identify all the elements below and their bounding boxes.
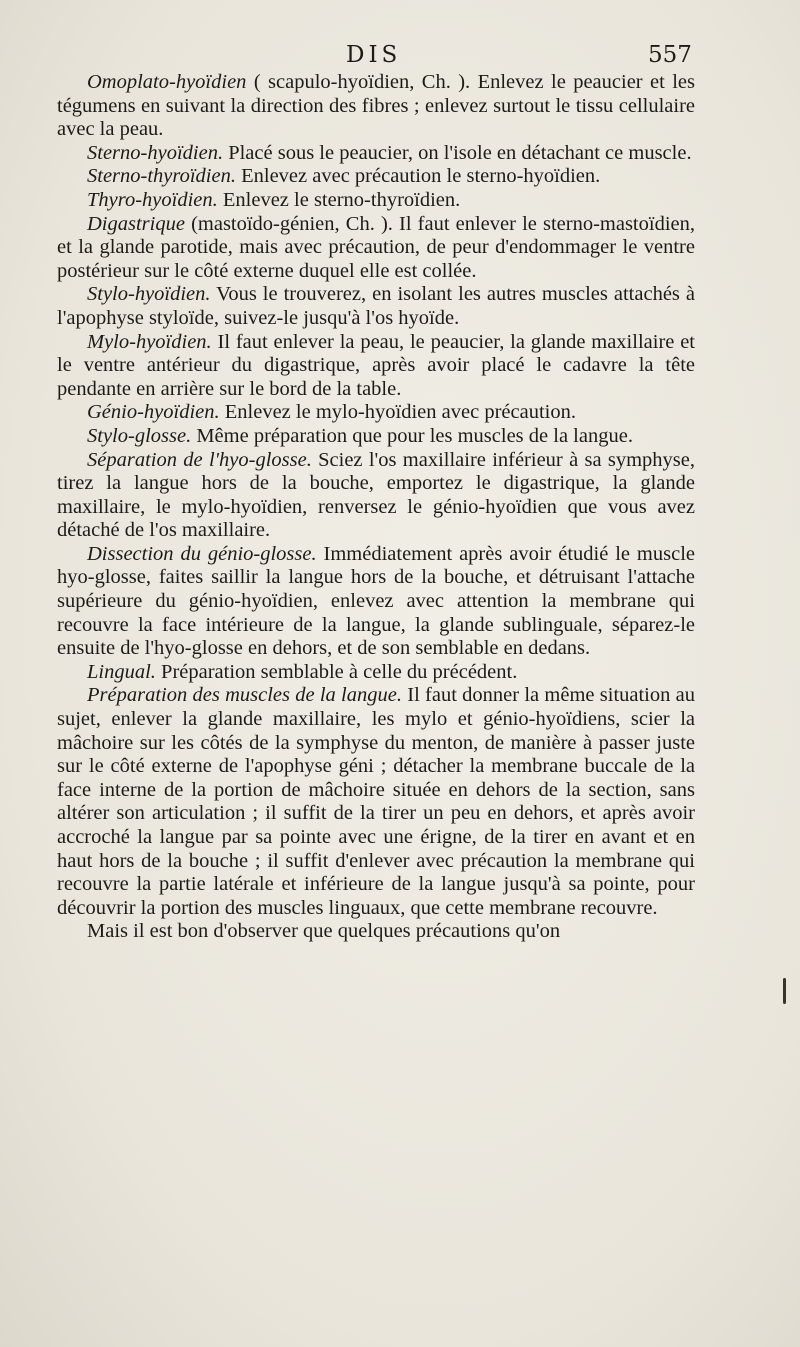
paragraph-text: Sciez l'os maxillaire inférieur à sa symphyse, tirez la langue hors de la bouche, emportez le digastrique, la glande maxillaire, le mylo-hyoïdien, renversez le génio-hyoïdien que vous avez détaché de l'os maxillaire. <box>57 448 695 542</box>
paragraph <box>57 920 695 944</box>
muscle-term: Omoplato-hyoïdien <box>87 71 247 93</box>
paragraph-text: Préparation semblable à celle du précédent. <box>155 660 518 683</box>
paragraph-text: ( scapulo-hyoïdien, Ch. ). Enlevez le peaucier et les tégumens en suivant la direction des fibres ; enlevez surtout le tissu cellulaire avec la peau. <box>57 71 695 141</box>
paragraph-text: Vous le trouverez, en isolant les autres muscles attachés à l'apophyse styloïde, suivez-le jusqu'à l'os hyoïde. <box>57 283 695 329</box>
muscle-term: Sterno-hyoïdien. <box>87 141 224 164</box>
paragraph <box>57 213 695 284</box>
paragraph-text: Il faut donner la même situation au sujet, enlever la glande maxillaire, les mylo et génio-hyoïdiens, scier la mâchoire sur les côtés de la symphyse du menton, de manière à passer juste sur le côté externe de l'apophyse géni ; détacher la membrane buccale de la face interne de la portion de mâchoire située en dehors de la section, sans altérer son articulation ; il suffit de la tirer un peu en dehors, et après avoir accroché la langue par sa pointe avec une érigne, de la tirer en avant et en haut hors de la bouche ; il suffit d'enlever avec précaution la membrane qui recouvre la partie latérale et inférieure de la langue jusqu'à sa pointe, pour découvrir la portion des muscles linguaux, que cette membrane recouvre. <box>57 684 695 919</box>
paragraph <box>57 684 695 920</box>
paragraph <box>57 661 695 685</box>
paragraph-text: Enlevez le sterno-thyroïdien. <box>217 188 461 211</box>
muscle-term: Thyro-hyoïdien. <box>87 188 218 211</box>
paragraph <box>57 401 695 425</box>
muscle-term: Génio-hyoïdien. <box>87 401 220 424</box>
paragraph-text: Immédiatement après avoir étudié le muscle hyo-glosse, faites saillir la langue hors de la bouche, et détruisant l'attache supérieure du génio-hyoïdien, enlevez avec attention la membrane qui recouvre la face intérieure de la langue, la glande sublinguale, séparez-le ensuite de l'hyo-glosse en dehors, et de son semblable en dedans. <box>57 542 696 660</box>
running-head: DIS <box>346 42 402 68</box>
muscle-term: Mylo-hyoïdien. <box>87 330 212 353</box>
paragraph <box>57 165 695 189</box>
paragraph-text: Il faut enlever la peau, le peaucier, la glande maxillaire et le ventre antérieur du digastrique, après avoir placé le cadavre la tête pendante en arrière sur le bord de la table. <box>57 330 695 400</box>
paragraph <box>57 425 695 449</box>
paragraph <box>57 331 695 402</box>
muscle-term: Séparation de l'hyo-glosse. <box>87 448 312 471</box>
paragraph-text: (mastoïdo-génien, Ch. ). Il faut enlever le sterno-mastoïdien, et la glande parotide, mais avec précaution, de peur d'endommager le ventre postérieur sur le côté externe duquel elle est collée. <box>57 212 695 282</box>
muscle-term: Préparation des muscles de la langue. <box>87 684 402 707</box>
paragraph <box>57 449 695 543</box>
muscle-term: Digastrique <box>87 212 185 235</box>
paragraph <box>57 142 695 166</box>
page-header <box>0 40 800 70</box>
muscle-term: Lingual. <box>87 660 156 683</box>
paragraph <box>57 189 695 213</box>
paragraph-text: Même préparation que pour les muscles de la langue. <box>191 424 633 447</box>
paragraph <box>57 71 695 142</box>
paragraph-text: Enlevez avec précaution le sterno-hyoïdien. <box>235 165 601 188</box>
paragraph <box>57 543 695 661</box>
muscle-term: Stylo-glosse. <box>87 424 192 447</box>
muscle-term: Stylo-hyoïdien. <box>87 283 211 306</box>
paragraph <box>57 283 695 330</box>
paragraph-text: Mais il est bon d'observer que quelques précautions qu'on <box>87 920 561 943</box>
muscle-term: Sterno-thyroïdien. <box>87 165 236 188</box>
page-number: 557 <box>648 42 692 68</box>
paragraph-text: Enlevez le mylo-hyoïdien avec précaution. <box>219 401 576 424</box>
paragraph-text: Placé sous le peaucier, on l'isole en détachant ce muscle. <box>223 141 692 164</box>
muscle-term: Dissection du génio-glosse. <box>87 542 317 565</box>
margin-ink-mark <box>783 978 786 1004</box>
body-text <box>57 71 695 944</box>
